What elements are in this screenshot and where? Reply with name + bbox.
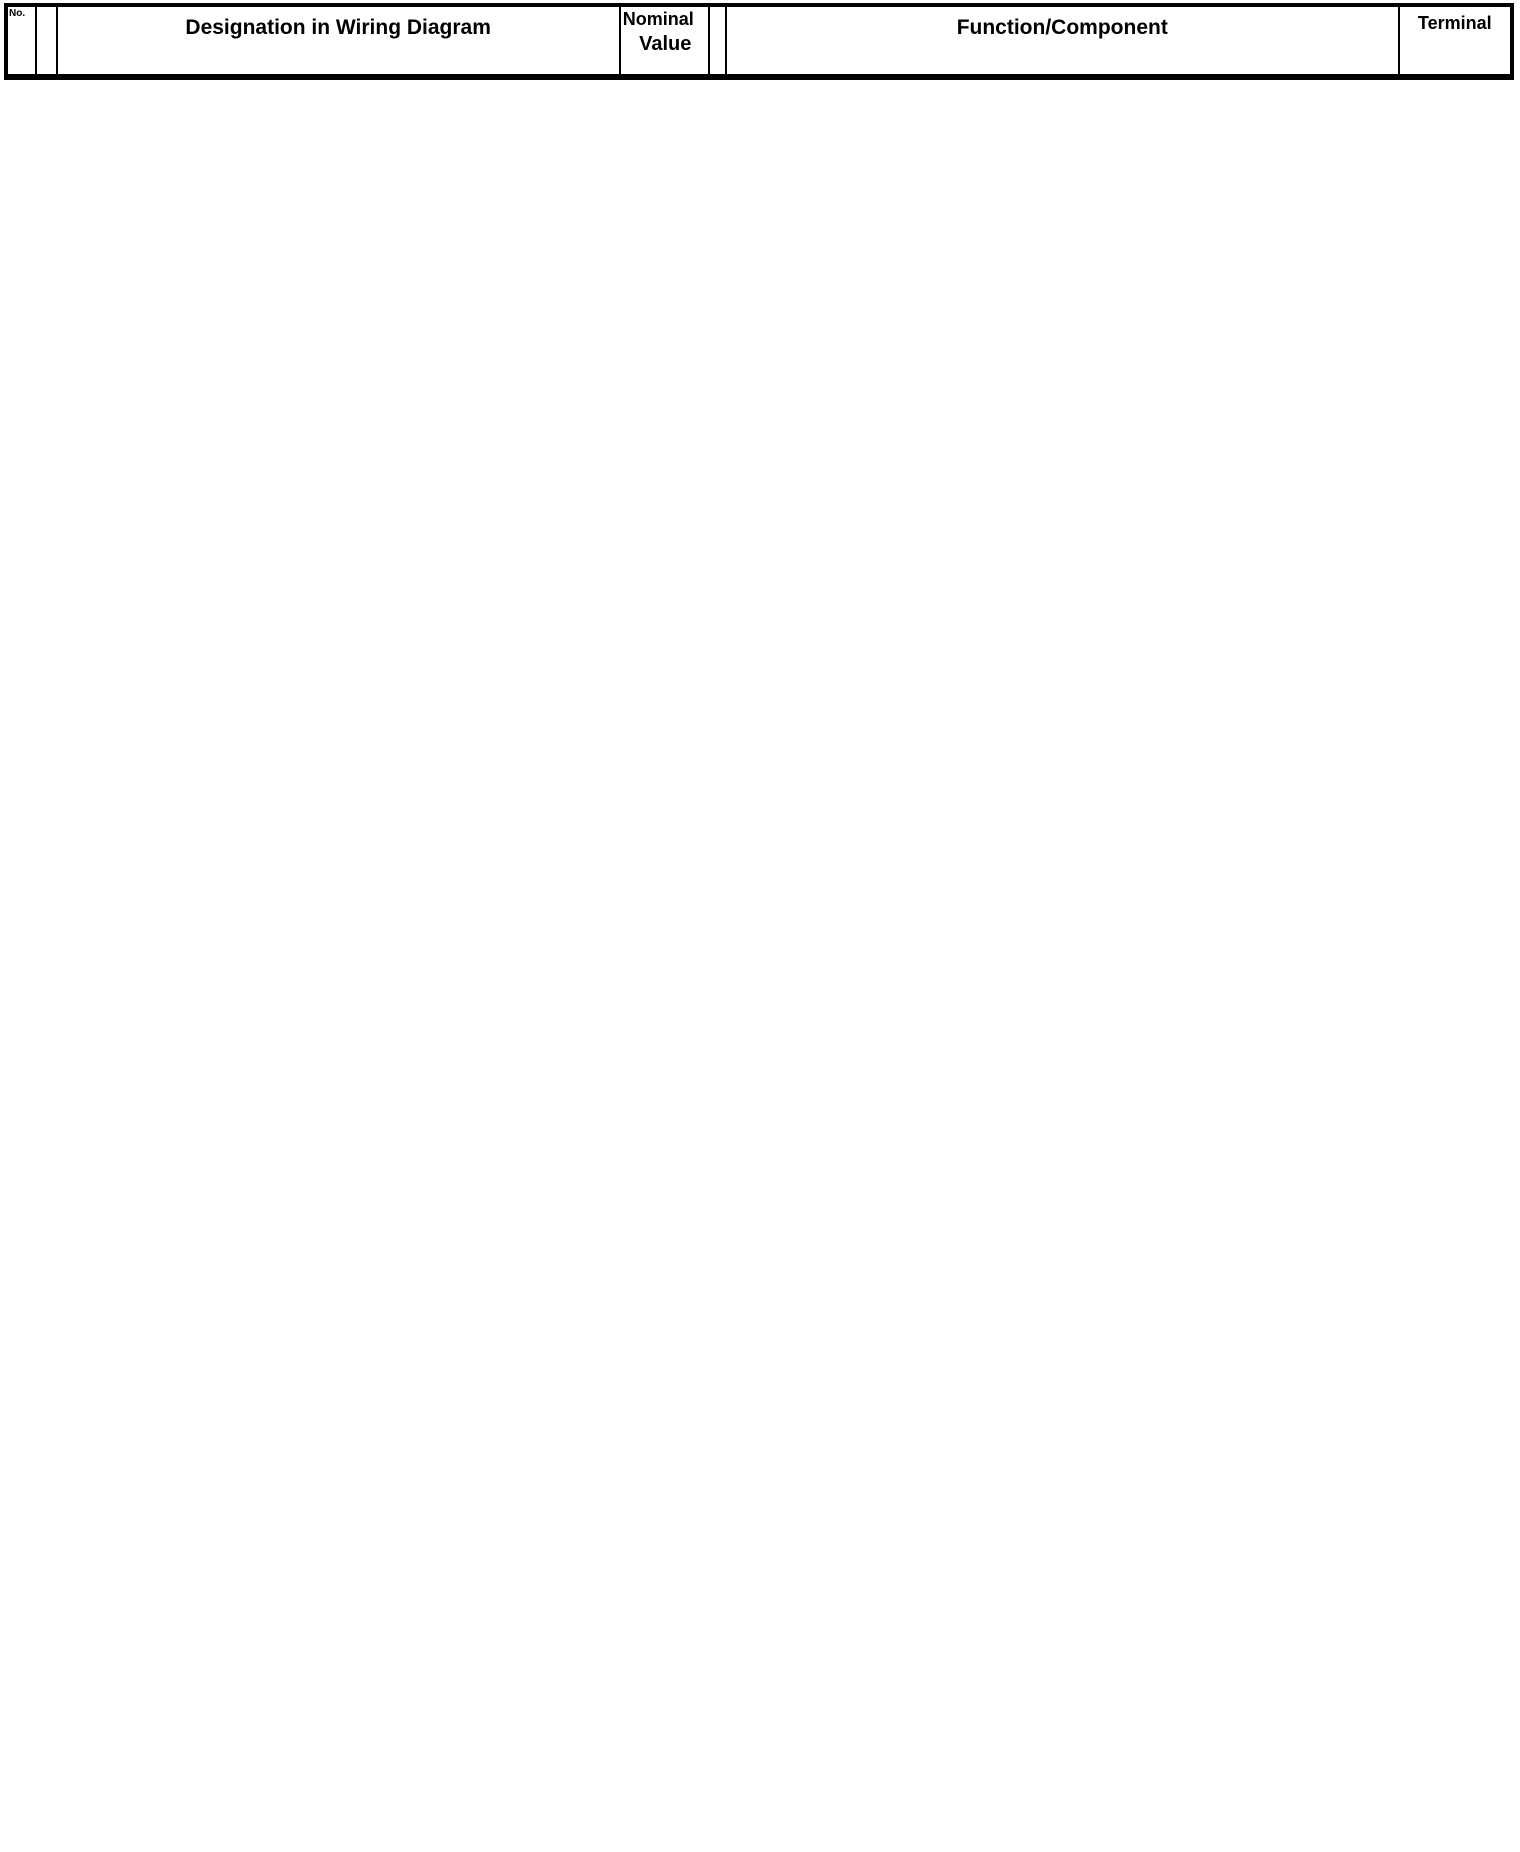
column-header-nominal-value	[620, 5, 709, 77]
nominal-label-line1: Nominal	[622, 9, 694, 29]
column-header-terminal: Terminal	[1399, 5, 1513, 77]
column-header-designation: Designation in Wiring Diagram	[57, 5, 620, 77]
fuse-table	[4, 3, 1514, 80]
column-header-function: Function/Component	[726, 5, 1398, 77]
column-header-no: No.	[6, 5, 36, 77]
header-spacer-1	[36, 5, 56, 77]
header-row	[6, 5, 1512, 77]
nominal-label-line2: Value	[639, 33, 692, 55]
header-spacer-2	[709, 5, 726, 77]
document-page	[0, 0, 1520, 80]
table-header	[6, 5, 1512, 77]
